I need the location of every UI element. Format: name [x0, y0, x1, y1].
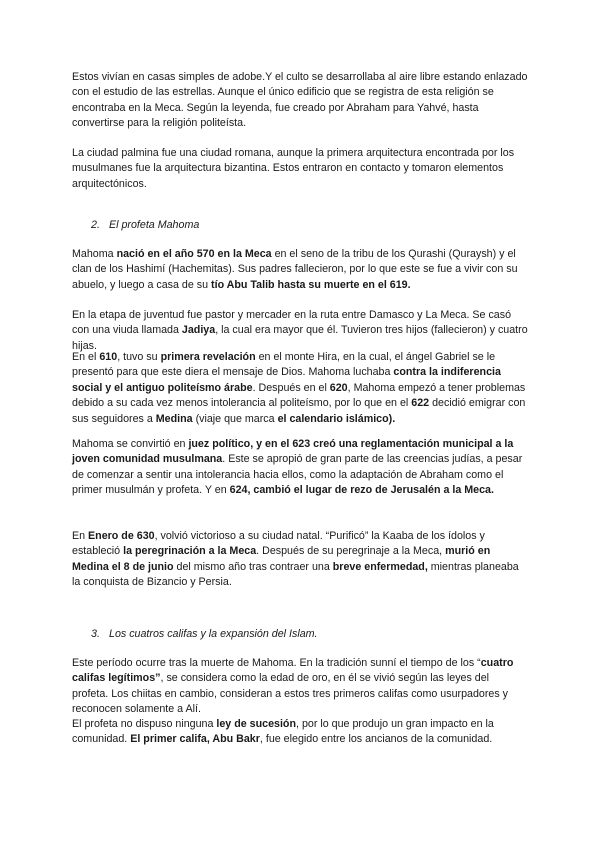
- heading-number: 2.: [91, 219, 100, 231]
- paragraph-sucesion: El profeta no dispuso ninguna ley de sucesión, por lo que produjo un gran impacto en la comunidad. El primer califa, Abu Bakr, fue elegido entre los ancianos de la comunidad.: [72, 718, 494, 746]
- paragraph-revelacion: En el 610, tuvo su primera revelación en el monte Hira, en la cual, el ángel Gabriel se le presentó para que este diera el mensaje de Dios. Mahoma luchaba contra la indiferencia social y el antiguo politeísmo árabe. Después en el 620, Mahoma empezó a tener problemas debido a su cada vez menos intolerancia al politeísmo, por lo que en el 622 decidió emigrar con sus seguidores a Medina (viaje que marca el calendario islámico).: [72, 351, 526, 425]
- heading-number: 3.: [91, 628, 100, 640]
- heading-title: Los cuatros califas y la expansión del Islam.: [109, 628, 318, 640]
- section-heading-profeta: [91, 218, 199, 233]
- paragraph-cuatro-califas: Este período ocurre tras la muerte de Mahoma. En la tradición sunní el tiempo de los “cuatro califas legítimos”, se considera como la edad de oro, en él se vivió según las leyes del profeta. Los chiitas en cambio, consideran a estos tres primeros califas como usurpadores y reconocen solamente a Alí.: [72, 657, 514, 716]
- paragraph-arabia-culto: Estos vivían en casas simples de adobe.Y el culto se desarrollaba al aire libre estando enlazado con el estudio de las estrellas. Aunque el único edificio que se registra de esta religión se encontraba en la Meca. Según la leyenda, fue creado por Abraham para Yahvé, hasta convertirse para la religión politeísta.: [72, 71, 528, 130]
- paragraph-juventud: En la etapa de juventud fue pastor y mercader en la ruta entre Damasco y La Meca. Se casó con una viuda llamada Jadiya, la cual era mayor que él. Tuvieron tres hijos (fallecieron) y cuatro hijas.: [72, 309, 528, 352]
- paragraph-muerte: En Enero de 630, volvió victorioso a su ciudad natal. “Purificó” la Kaaba de los ídolos y estableció la peregrinación a la Meca. Después de su peregrinaje a la Meca, murió en Medina el 8 de junio del mismo año tras contraer una breve enfermedad, mientras planeaba la conquista de Bizancio y Persia.: [72, 530, 519, 589]
- heading-title: El profeta Mahoma: [109, 219, 200, 231]
- paragraph-arquitectura: La ciudad palmina fue una ciudad romana, aunque la primera arquitectura encontrada por los musulmanes fue la arquitectura bizantina. Estos entraron en contacto y tomaron elementos arquitectónicos.: [72, 147, 515, 190]
- section-heading-califas: [91, 627, 318, 642]
- paragraph-juez-politico: Mahoma se convirtió en juez político, y en el 623 creó una reglamentación municipal a la joven comunidad musulmana. Este se apropió de gran parte de las creencias judías, a pesar de comenzar a sentir una intolerancia hacia ellos, como la adaptación de Abraham como el primer musulmán y profeta. Y en 624, cambió el lugar de rezo de Jerusalén a la Meca.: [72, 438, 523, 497]
- paragraph-nacimiento: Mahoma nació en el año 570 en la Meca en el seno de la tribu de los Qurashi (Quraysh) y el clan de los Hashimí (Hachemitas). Sus padres fallecieron, por lo que este se fue a vivir con su abuelo, y luego a casa de su tío Abu Talib hasta su muerte en el 619.: [72, 248, 518, 291]
